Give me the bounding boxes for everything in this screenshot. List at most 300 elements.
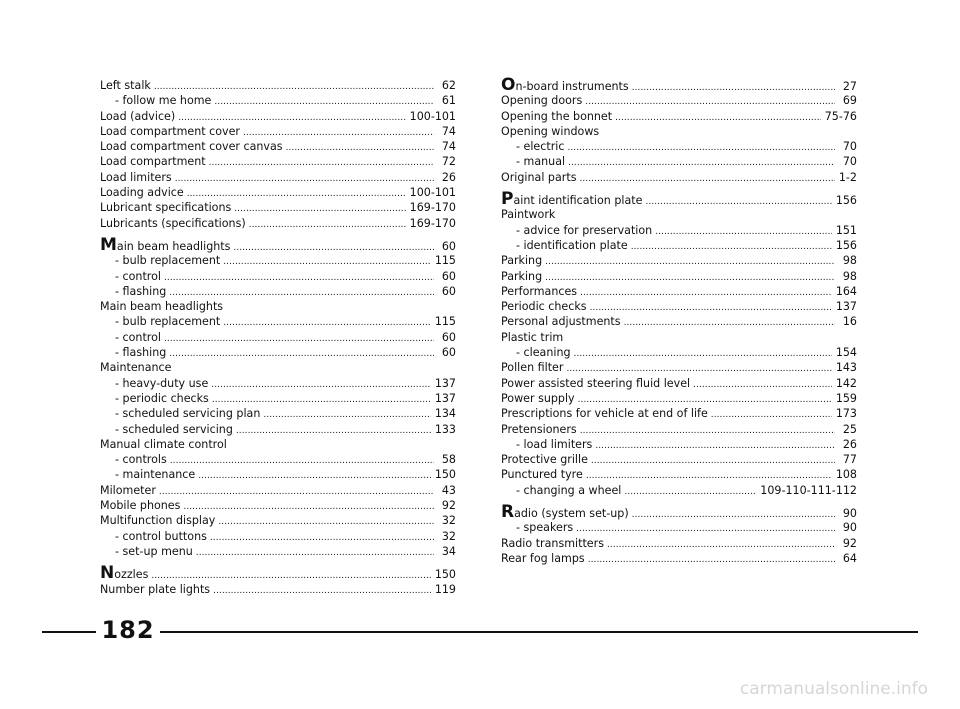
entry-page-ref: 98	[842, 254, 857, 268]
index-entry	[100, 170, 456, 185]
dot-leader	[567, 141, 835, 156]
entry-text: - flashing	[115, 284, 167, 298]
dot-leader	[693, 378, 832, 393]
entry-text: Lubricant specifications	[100, 201, 232, 215]
entry-text: - control	[115, 330, 161, 344]
dot-leader	[183, 500, 434, 515]
entry-page-ref: 137	[434, 391, 456, 405]
index-entry	[100, 78, 456, 93]
entry-label	[100, 513, 215, 528]
index-entry	[100, 299, 456, 314]
entry-text: Performances	[501, 284, 578, 298]
entry-page-ref: 43	[441, 483, 456, 497]
entry-page-ref: 98	[842, 269, 857, 283]
index-subentry	[501, 223, 857, 238]
dot-leader	[214, 95, 434, 110]
dot-leader	[211, 378, 431, 393]
entry-text: Load (advice)	[100, 109, 176, 123]
entry-text: Maintenance	[100, 361, 172, 375]
entry-page-ref: 100-101	[409, 186, 456, 200]
index-entry	[501, 330, 857, 345]
entry-label	[501, 75, 629, 95]
entry-label	[100, 200, 231, 215]
entry-page-ref: 133	[434, 422, 456, 436]
index-subentry	[100, 452, 456, 467]
entry-label	[100, 299, 223, 314]
dot-leader	[579, 172, 834, 187]
entry-label	[115, 93, 211, 108]
entry-page-ref: 90	[842, 521, 857, 535]
entry-text: Number plate lights	[100, 582, 211, 596]
page-number: 182	[96, 614, 160, 646]
index-entry	[501, 109, 857, 124]
entry-label	[100, 360, 171, 375]
entry-page-ref: 26	[441, 170, 456, 184]
index-entry	[501, 170, 857, 185]
entry-label	[115, 529, 207, 544]
entry-label	[516, 520, 573, 535]
dot-leader	[631, 240, 832, 255]
entry-label	[100, 185, 184, 200]
dot-leader	[574, 347, 832, 362]
entry-label	[501, 207, 555, 222]
entry-text: - cleaning	[516, 346, 571, 360]
entry-text: Parking	[501, 254, 543, 268]
entry-label	[115, 467, 195, 482]
entry-label	[100, 234, 231, 255]
footer-rule	[42, 631, 918, 633]
section-letter: O	[501, 75, 516, 95]
index-entry	[100, 513, 456, 528]
entry-label	[115, 284, 166, 299]
entry-text: Mobile phones	[100, 499, 181, 513]
entry-text: Personal adjustments	[501, 315, 621, 329]
entry-label	[115, 544, 193, 559]
entry-text: Load compartment	[100, 155, 206, 169]
entry-label	[100, 437, 227, 452]
entry-page-ref: 60	[441, 346, 456, 360]
section-letter: R	[501, 502, 515, 523]
index-column-left	[100, 78, 456, 597]
index-entry	[501, 467, 857, 482]
entry-text: - flashing	[115, 346, 167, 360]
entry-page-ref: 115	[434, 254, 456, 268]
dot-leader	[218, 515, 434, 530]
entry-text: - bulb replacement	[115, 315, 221, 329]
entry-text: - set-up menu	[115, 544, 193, 558]
dot-leader	[236, 424, 431, 439]
entry-text: ozzles	[114, 568, 149, 582]
index-entry	[501, 406, 857, 421]
entry-text: Periodic checks	[501, 300, 587, 314]
dot-leader	[545, 271, 835, 286]
entry-label	[115, 345, 166, 360]
index-subentry	[100, 544, 456, 559]
dot-leader	[632, 508, 835, 523]
dot-leader	[568, 156, 835, 171]
index-entry	[100, 498, 456, 513]
entry-text: Opening the bonnet	[501, 109, 613, 123]
dot-leader	[576, 522, 835, 537]
entry-text: Pretensioners	[501, 422, 577, 436]
entry-text: - identification plate	[516, 238, 628, 252]
dot-leader	[213, 584, 431, 599]
entry-text: - heavy-duty use	[115, 376, 209, 390]
entry-page-ref: 173	[835, 407, 857, 421]
dot-leader	[632, 81, 835, 96]
entry-text: Pollen filter	[501, 361, 564, 375]
entry-page-ref: 109-110-111-112	[760, 483, 857, 497]
dot-leader	[545, 255, 835, 270]
entry-label	[501, 391, 575, 406]
entry-page-ref: 69	[842, 94, 857, 108]
entry-page-ref: 27	[842, 80, 857, 93]
entry-label	[501, 452, 588, 467]
entry-page-ref: 26	[842, 437, 857, 451]
entry-text: Parking	[501, 269, 543, 283]
entry-page-ref: 70	[842, 140, 857, 154]
index-subentry	[501, 154, 857, 169]
index-entry	[501, 422, 857, 437]
entry-page-ref: 169-170	[409, 216, 456, 230]
index-entry	[501, 502, 857, 523]
entry-page-ref: 92	[842, 536, 857, 550]
entry-label	[501, 330, 563, 345]
entry-page-ref: 32	[441, 529, 456, 543]
entry-page-ref: 75-76	[824, 109, 857, 123]
entry-label	[115, 253, 220, 268]
dot-leader	[580, 286, 832, 301]
entry-text: Milometer	[100, 483, 156, 497]
entry-text: Paintwork	[501, 208, 556, 222]
index-entry	[100, 437, 456, 452]
index-subentry	[100, 376, 456, 391]
entry-label	[115, 269, 161, 284]
entry-label	[100, 78, 151, 93]
entry-page-ref: 58	[441, 453, 456, 467]
dot-leader	[169, 347, 434, 362]
entry-label	[501, 536, 604, 551]
entry-text: Power supply	[501, 391, 575, 405]
index-entry	[100, 563, 456, 584]
entry-page-ref: 34	[441, 544, 456, 558]
index-subentry	[501, 437, 857, 452]
entry-text: Lubricants (specifications)	[100, 216, 246, 230]
dot-leader	[588, 553, 835, 568]
index-entry	[100, 234, 456, 255]
dot-leader	[645, 195, 831, 210]
entry-text: Protective grille	[501, 453, 588, 467]
dot-leader	[223, 255, 431, 270]
entry-page-ref: 64	[842, 551, 857, 565]
entry-label	[501, 253, 542, 268]
dot-leader	[198, 469, 431, 484]
index-entry	[100, 109, 456, 124]
entry-label	[501, 189, 643, 210]
entry-page-ref: 169-170	[409, 201, 456, 215]
entry-page-ref: 164	[835, 284, 857, 298]
index-subentry	[501, 520, 857, 535]
index-subentry	[100, 529, 456, 544]
index-entry	[501, 189, 857, 210]
index-subentry	[100, 422, 456, 437]
entry-page-ref: 60	[441, 330, 456, 344]
index-entry	[501, 391, 857, 406]
index-entry	[100, 154, 456, 169]
dot-leader	[591, 454, 835, 469]
entry-label	[501, 360, 563, 375]
entry-text: - changing a wheel	[516, 483, 622, 497]
index-subentry	[100, 406, 456, 421]
dot-leader	[170, 454, 434, 469]
dot-leader	[210, 531, 434, 546]
entry-page-ref: 119	[434, 582, 456, 596]
entry-label	[501, 551, 585, 566]
entry-label	[100, 139, 283, 154]
watermark: carmanualsonline.info	[739, 679, 928, 699]
entry-label	[501, 376, 690, 391]
entry-label	[516, 139, 564, 154]
index-subentry	[100, 467, 456, 482]
entry-label	[100, 582, 210, 597]
entry-text: Multifunction display	[100, 514, 216, 528]
index-entry	[100, 124, 456, 139]
entry-page-ref: 156	[835, 194, 857, 208]
dot-leader	[655, 225, 832, 240]
entry-page-ref: 154	[835, 346, 857, 360]
entry-page-ref: 60	[441, 239, 456, 253]
dot-leader	[159, 485, 434, 500]
entry-page-ref: 151	[835, 223, 857, 237]
dot-leader	[223, 316, 431, 331]
entry-text: - load limiters	[516, 437, 593, 451]
entry-page-ref: 115	[434, 315, 456, 329]
entry-page-ref: 60	[441, 269, 456, 283]
index-entry	[100, 139, 456, 154]
entry-label	[501, 93, 582, 108]
entry-page-ref: 74	[441, 124, 456, 138]
entry-text: - controls	[115, 453, 167, 467]
entry-text: Radio transmitters	[501, 536, 604, 550]
dot-leader	[249, 218, 406, 233]
entry-text: Manual climate control	[100, 437, 227, 451]
entry-label	[516, 437, 592, 452]
entry-page-ref: 134	[434, 407, 456, 421]
index-entry	[501, 360, 857, 375]
index-subentry	[501, 238, 857, 253]
entry-page-ref: 74	[441, 140, 456, 154]
entry-page-ref: 108	[835, 468, 857, 482]
entry-text: - periodic checks	[115, 391, 209, 405]
entry-text: Prescriptions for vehicle at end of life	[501, 407, 708, 421]
entry-label	[100, 483, 156, 498]
entry-page-ref: 150	[434, 568, 456, 582]
index-subentry	[501, 483, 857, 498]
dot-leader	[234, 202, 405, 217]
entry-page-ref: 143	[835, 361, 857, 375]
dot-leader	[624, 316, 835, 331]
entry-page-ref: 62	[441, 79, 456, 92]
entry-page-ref: 1-2	[838, 170, 857, 184]
entry-text: Original parts	[501, 170, 577, 184]
entry-page-ref: 72	[441, 155, 456, 169]
entry-label	[501, 422, 577, 437]
entry-text: ain beam headlights	[116, 239, 231, 253]
entry-label	[100, 109, 175, 124]
entry-text: aint identification plate	[513, 194, 643, 208]
index-subentry	[100, 330, 456, 345]
entry-page-ref: 100-101	[409, 109, 456, 123]
entry-label	[100, 154, 206, 169]
dot-leader	[196, 546, 434, 561]
entry-page-ref: 156	[835, 238, 857, 252]
entry-text: - advice for preservation	[516, 223, 653, 237]
entry-label	[516, 238, 628, 253]
index-entry	[501, 299, 857, 314]
index-entry	[501, 284, 857, 299]
entry-label	[115, 406, 260, 421]
entry-label	[516, 345, 571, 360]
index-subentry	[100, 391, 456, 406]
index-entry	[100, 483, 456, 498]
entry-text: - manual	[516, 155, 566, 169]
entry-text: - bulb replacement	[115, 254, 221, 268]
entry-text: Main beam headlights	[100, 300, 224, 314]
entry-text: Load compartment cover	[100, 124, 240, 138]
entry-page-ref: 92	[441, 499, 456, 513]
entry-label	[501, 406, 708, 421]
entry-text: Left stalk	[100, 79, 151, 92]
entry-label	[501, 124, 599, 139]
section-letter: P	[501, 189, 514, 210]
entry-page-ref: 61	[441, 94, 456, 108]
entry-label	[115, 376, 208, 391]
index-entry	[100, 216, 456, 231]
entry-label	[100, 216, 246, 231]
entry-page-ref: 142	[835, 376, 857, 390]
entry-text: - follow me home	[115, 94, 212, 108]
dot-leader	[615, 111, 821, 126]
entry-page-ref: 70	[842, 155, 857, 169]
entry-text: Plastic trim	[501, 330, 564, 344]
dot-leader	[590, 301, 832, 316]
dot-leader	[164, 332, 434, 347]
entry-label	[501, 109, 612, 124]
entry-text: n-board instruments	[515, 80, 629, 93]
entry-label	[516, 483, 621, 498]
index-entry	[501, 452, 857, 467]
entry-label	[115, 314, 220, 329]
index-entry	[501, 93, 857, 108]
entry-text: - scheduled servicing plan	[115, 407, 261, 421]
index-entry	[501, 269, 857, 284]
dot-leader	[164, 271, 434, 286]
index-entry	[501, 253, 857, 268]
entry-label	[501, 170, 576, 185]
entry-page-ref: 60	[441, 284, 456, 298]
entry-text: Power assisted steering fluid level	[501, 376, 691, 390]
entry-page-ref: 150	[434, 468, 456, 482]
dot-leader	[286, 141, 434, 156]
entry-text: Loading advice	[100, 186, 184, 200]
entry-page-ref: 137	[434, 376, 456, 390]
index-column-right	[501, 75, 857, 566]
entry-label	[501, 314, 621, 329]
index-subentry	[100, 269, 456, 284]
entry-label	[501, 467, 583, 482]
entry-text: - maintenance	[115, 468, 196, 482]
index-entry	[100, 185, 456, 200]
entry-label	[100, 124, 240, 139]
entry-page-ref: 77	[842, 453, 857, 467]
entry-label	[100, 563, 149, 584]
entry-page-ref: 137	[835, 300, 857, 314]
index-entry	[100, 582, 456, 597]
entry-label	[501, 284, 577, 299]
entry-label	[100, 170, 172, 185]
dot-leader	[585, 95, 835, 110]
index-entry	[501, 124, 857, 139]
index-subentry	[100, 314, 456, 329]
dot-leader	[580, 424, 835, 439]
entry-page-ref: 16	[842, 315, 857, 329]
dot-leader	[209, 156, 434, 171]
entry-text: Opening windows	[501, 124, 600, 138]
index-entry	[501, 314, 857, 329]
dot-leader	[711, 408, 832, 423]
entry-page-ref: 25	[842, 422, 857, 436]
entry-text: - electric	[516, 140, 565, 154]
entry-label	[115, 391, 209, 406]
index-entry	[100, 200, 456, 215]
section-letter: M	[100, 234, 117, 255]
entry-label	[501, 269, 542, 284]
entry-text: - control	[115, 269, 161, 283]
entry-label	[516, 154, 565, 169]
entry-label	[115, 452, 167, 467]
entry-text: - control buttons	[115, 529, 207, 543]
dot-leader	[595, 439, 835, 454]
entry-label	[516, 223, 652, 238]
dot-leader	[233, 241, 434, 256]
dot-leader	[175, 172, 434, 187]
dot-leader	[263, 408, 430, 423]
index-entry	[501, 551, 857, 566]
index-entry	[501, 75, 857, 95]
index-subentry	[100, 93, 456, 108]
entry-label	[100, 498, 180, 513]
dot-leader	[624, 485, 756, 500]
entry-label	[501, 502, 629, 523]
index-subentry	[100, 284, 456, 299]
entry-text: Rear fog lamps	[501, 551, 585, 565]
index-subentry	[501, 139, 857, 154]
entry-text: - scheduled servicing	[115, 422, 233, 436]
section-letter: N	[100, 563, 115, 584]
index-entry	[501, 376, 857, 391]
index-subentry	[501, 345, 857, 360]
entry-text: - speakers	[516, 521, 574, 535]
entry-page-ref: 159	[835, 391, 857, 405]
entry-label	[501, 299, 587, 314]
entry-page-ref: 32	[441, 514, 456, 528]
index-entry	[100, 360, 456, 375]
entry-text: Load compartment cover canvas	[100, 140, 283, 154]
entry-text: Load limiters	[100, 170, 172, 184]
entry-text: Punctured tyre	[501, 468, 583, 482]
index-subentry	[100, 345, 456, 360]
entry-label	[115, 422, 233, 437]
